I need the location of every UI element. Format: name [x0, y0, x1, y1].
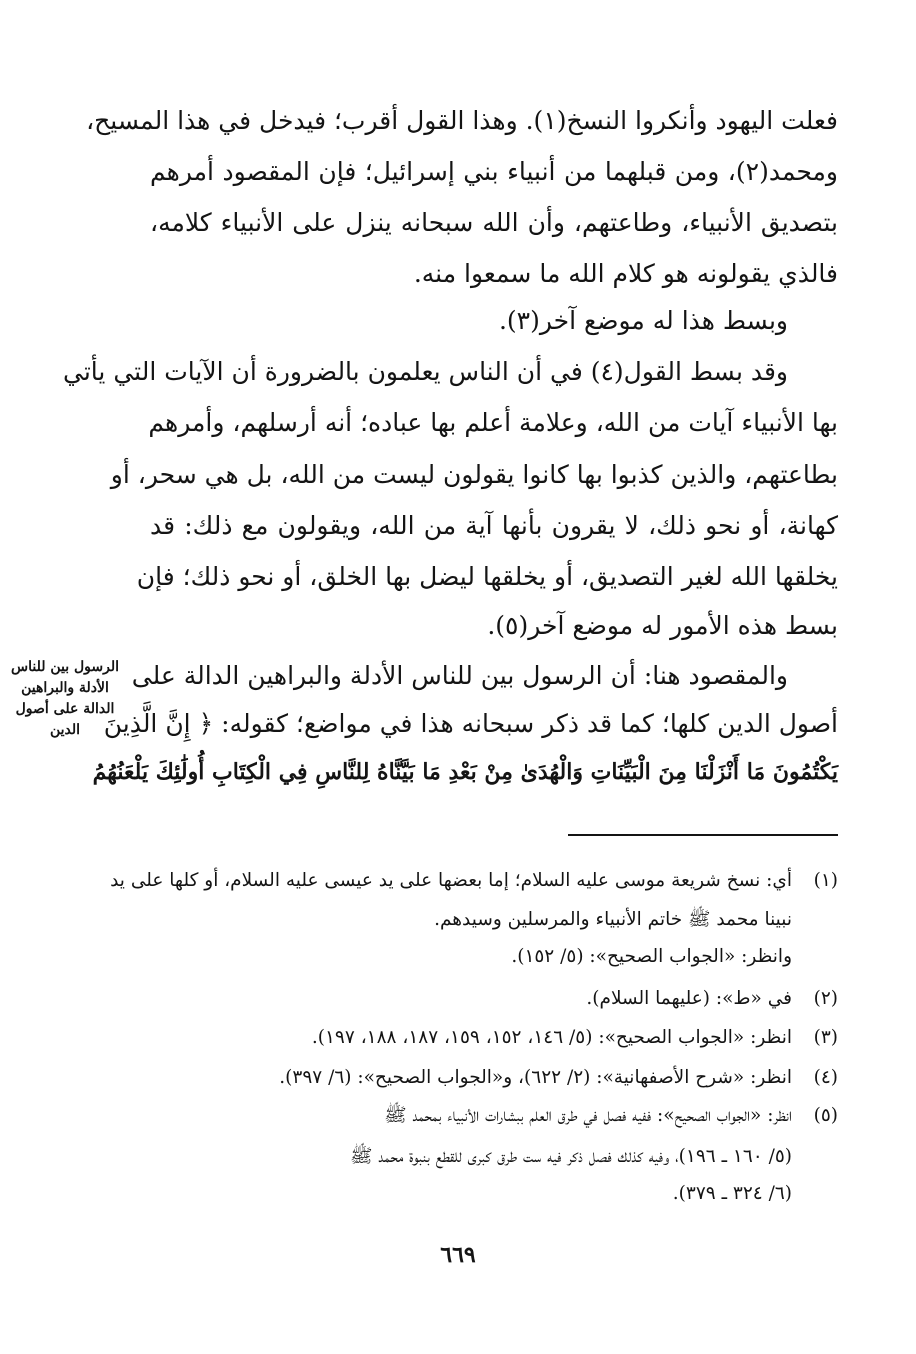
footnote-separator [568, 834, 838, 836]
footnote-number: (٢) [813, 988, 838, 1009]
margin-note: الرسول بين للناس الأدلة والبراهين الدالة على أصول الدين [10, 659, 120, 738]
page-number: ٦٦٩ [440, 1242, 476, 1268]
footnote-5-reference: (٦/ ٣٢٤ ـ ٣٧٩). [672, 1183, 792, 1204]
footnote-number: (٣) [813, 1027, 838, 1048]
footnote-1-reference: وانظر: «الجواب الصحيح»: (٥/ ١٥٢). [511, 946, 792, 967]
footnote-number: (١) [813, 870, 838, 891]
footnote-5 [128, 1099, 838, 1133]
body-line: وقد بسط القول(٤) في أن الناس يعلمون بالضرورة أن الآيات التي يأتي [63, 357, 788, 386]
body-line: بتصديق الأنبياء، وطاعتهم، وأن الله سبحانه ينزل على الأنبياء كلامه، [150, 208, 838, 237]
body-line: فالذي يقولونه هو كلام الله ما سمعوا منه. [413, 259, 838, 288]
body-line: والمقصود هنا: أن الرسول بين للناس الأدلة والبراهين الدالة على [131, 661, 788, 690]
body-line: أصول الدين كلها؛ كما قد ذكر سبحانه هذا في مواضع؛ كقوله: ﴿ إِنَّ الَّذِينَ [103, 709, 838, 738]
footnote-text: في «ط»: (عليهما السلام). [586, 988, 792, 1009]
footnote-text: انظر: «الجواب الصحيح»: (٥/ ١٤٦، ١٥٢، ١٥٩، ١٨٧، ١٨٨، ١٩٧). [311, 1027, 792, 1048]
footnote-1 [110, 864, 838, 898]
body-line: يخلقها الله لغير التصديق، أو يخلقها ليضل بها الخلق، أو نحو ذلك؛ فإن [136, 562, 838, 591]
footnote-4 [128, 1061, 838, 1095]
footnote-number: (٥) [813, 1105, 838, 1126]
footnote-text: أي: نسخ شريعة موسى عليه السلام؛ إما بعضها على يد عيسى عليه السلام، أو كلها على يد [110, 870, 792, 891]
body-line: وبسط هذا له موضع آخر(٣). [498, 306, 788, 335]
body-line: كهانة، أو نحو ذلك، لا يقرون بأنها آية من الله، ويقولون مع ذلك: قد [150, 511, 838, 540]
footnote-text: انظر: «شرح الأصفهانية»: (٢/ ٦٢٢)، و«الجواب الصحيح»: (٦/ ٣٩٧). [279, 1067, 792, 1088]
footnote-number: (٤) [813, 1067, 838, 1088]
footnote-2 [128, 982, 838, 1016]
body-line: بسط هذه الأمور له موضع آخر(٥). [487, 611, 838, 640]
body-line: بها الأنبياء آيات من الله، وعلامة أعلم بها عباده؛ أنه أرسلهم، وأمرهم [148, 408, 838, 437]
footnote-5-continuation: (٥/ ١٦٠ ـ ١٩٦)، وفيه كذلك فصل ذكر فيه ست طرق كبرى للقطع بنبوة محمد ﷺ [350, 1146, 792, 1167]
quran-verse-line: يَكْتُمُونَ مَا أَنْزَلْنَا مِنَ الْبَيِّنَاتِ وَالْهُدَىٰ مِنْ بَعْدِ مَا بَيَّنَّاهُ لِلنَّاسِ فِي الْكِتَابِ أُولَٰئِكَ يَلْعَنُهُمُ [92, 759, 838, 785]
body-line: فعلت اليهود وأنكروا النسخ(١). وهذا القول أقرب؛ فيدخل في هذا المسيح، [86, 106, 838, 135]
footnote-3 [128, 1021, 838, 1055]
body-line: ومحمد(٢)، ومن قبلهما من أنبياء بني إسرائيل؛ فإن المقصود أمرهم [150, 157, 838, 186]
body-line: بطاعتهم، والذين كذبوا بها كانوا يقولون ليست من الله، بل هي سحر، أو [110, 460, 838, 489]
footnote-text: انظر: «الجواب الصحيح»: ففيه فصل في طرق العلم ببشارات الأنبياء بمحمد ﷺ [384, 1105, 792, 1126]
footnote-1-continuation: نبينا محمد ﷺ خاتم الأنبياء والمرسلين وسيدهم. [434, 909, 792, 930]
